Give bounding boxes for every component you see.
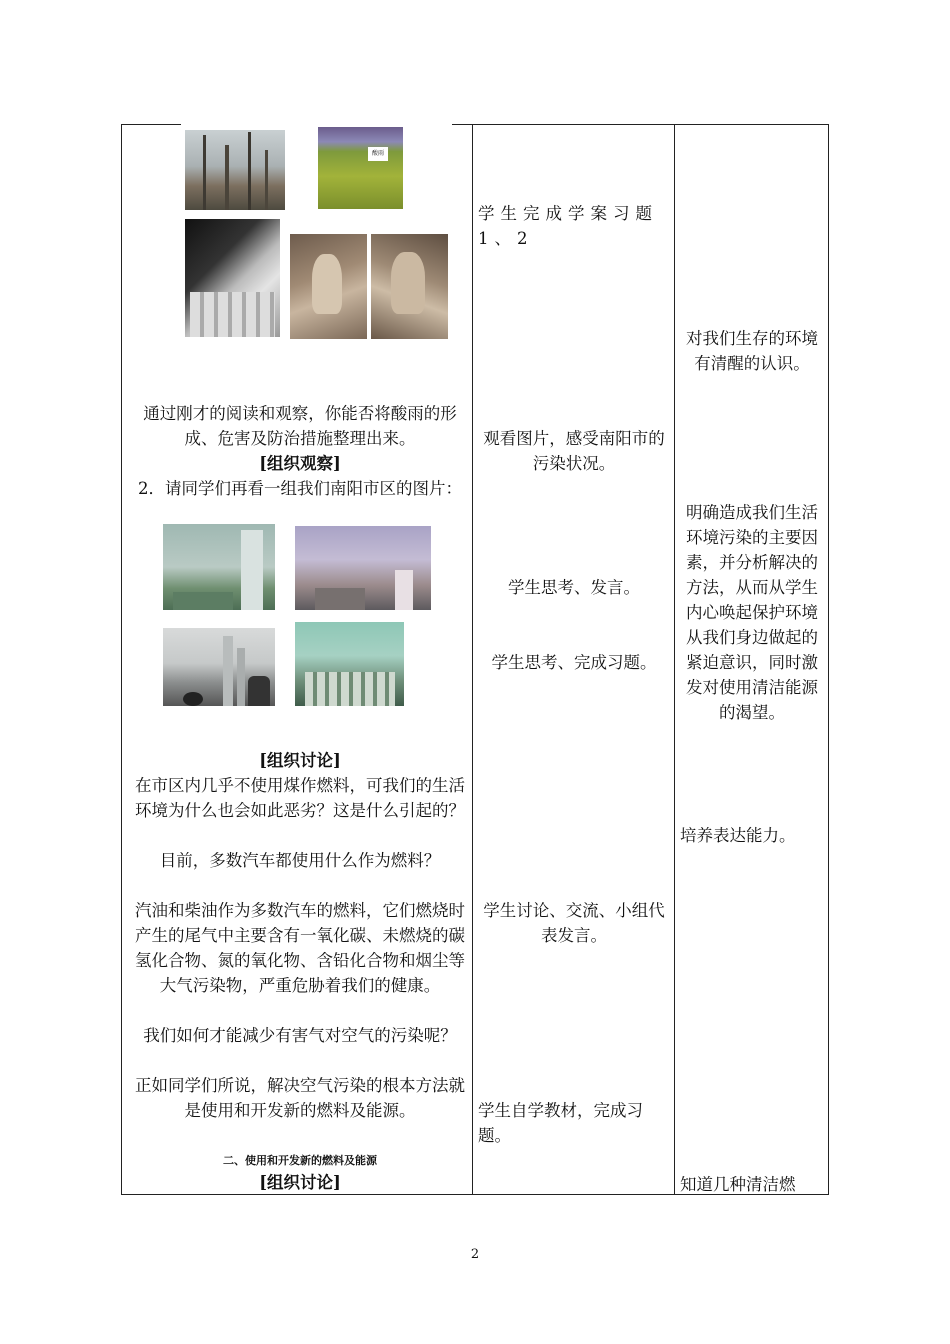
- acid-rain-field-photo: [318, 127, 403, 209]
- intro-question: 通过刚才的阅读和观察，你能否将酸雨的形成、危害及防治措施整理出来。: [143, 404, 457, 448]
- table-left-border: [121, 124, 122, 1195]
- student-activity-5: 学生讨论、交流、小组代表发言。: [483, 901, 665, 945]
- paragraph-2: 目前，多数汽车都使用什么作为燃料？: [159, 851, 441, 870]
- student-activity-4: 学生思考、完成习题。: [491, 653, 657, 672]
- student-activity-2: 观看图片，感受南阳市的污染状况。: [483, 429, 665, 473]
- design-intent-1: 对我们生存的环境有清醒的认识。: [686, 329, 818, 373]
- nanyang-city-photo-4: [295, 622, 404, 706]
- design-intent-2: 明确造成我们生活环境污染的主要因素，并分析解决的方法，从而从学生内心唤起保护环境从我们身边做起的紧迫意识，同时激发对使用清洁能源的渴望。: [686, 503, 818, 722]
- damaged-sculpture-photo-2: [371, 234, 448, 339]
- table-right-border: [828, 124, 829, 1195]
- paragraph-3: 汽油和柴油作为多数汽车的燃料，它们燃烧时产生的尾气中主要含有一氧化碳、未燃烧的碳氢化合物、氮的氧化物、含铅化合物和烟尘等大气污染物，严重危胁着我们的健康。: [135, 901, 465, 995]
- item-2-instruction: 2．请同学们再看一组我们南阳市区的图片：: [138, 479, 462, 498]
- paragraph-1: 在市区内几乎不使用煤作燃料，可我们的生活环境为什么也会如此恶劣？这是什么引起的？: [135, 776, 465, 820]
- section-title: 二、使用和开发新的燃料及能源: [223, 1154, 377, 1167]
- table-top-border-right: [452, 124, 829, 125]
- student-activity-3: 学生思考、发言。: [508, 578, 640, 597]
- damaged-sculpture-photo-1: [290, 234, 367, 339]
- dead-trees-photo: [185, 130, 285, 210]
- nanyang-city-photo-2: [295, 526, 431, 610]
- heading-observe: [组织观察]: [259, 454, 341, 473]
- heading-discuss-1: [组织讨论]: [259, 751, 341, 770]
- page-number: 2: [470, 1247, 480, 1262]
- table-divider-2: [674, 124, 675, 1195]
- student-activity-1: 学生完成学案习题1、2: [478, 204, 658, 248]
- table-divider-1: [472, 124, 473, 1195]
- heading-discuss-2: [组织讨论]: [259, 1173, 341, 1192]
- paragraph-4: 我们如何才能减少有害气对空气的污染呢？: [143, 1026, 457, 1045]
- statue-weathering-photo: [185, 219, 280, 337]
- field-sign: 酸雨: [368, 147, 388, 161]
- design-intent-4: 知道几种清洁燃: [680, 1175, 796, 1194]
- table-top-border-left: [121, 124, 181, 125]
- nanyang-city-photo-1: [163, 524, 275, 610]
- paragraph-5: 正如同学们所说，解决空气污染的根本方法就是使用和开发新的燃料及能源。: [135, 1076, 465, 1120]
- nanyang-city-photo-3: [163, 628, 275, 706]
- design-intent-3: 培养表达能力。: [680, 826, 796, 845]
- student-activity-6: 学生自学教材，完成习题。: [478, 1101, 643, 1145]
